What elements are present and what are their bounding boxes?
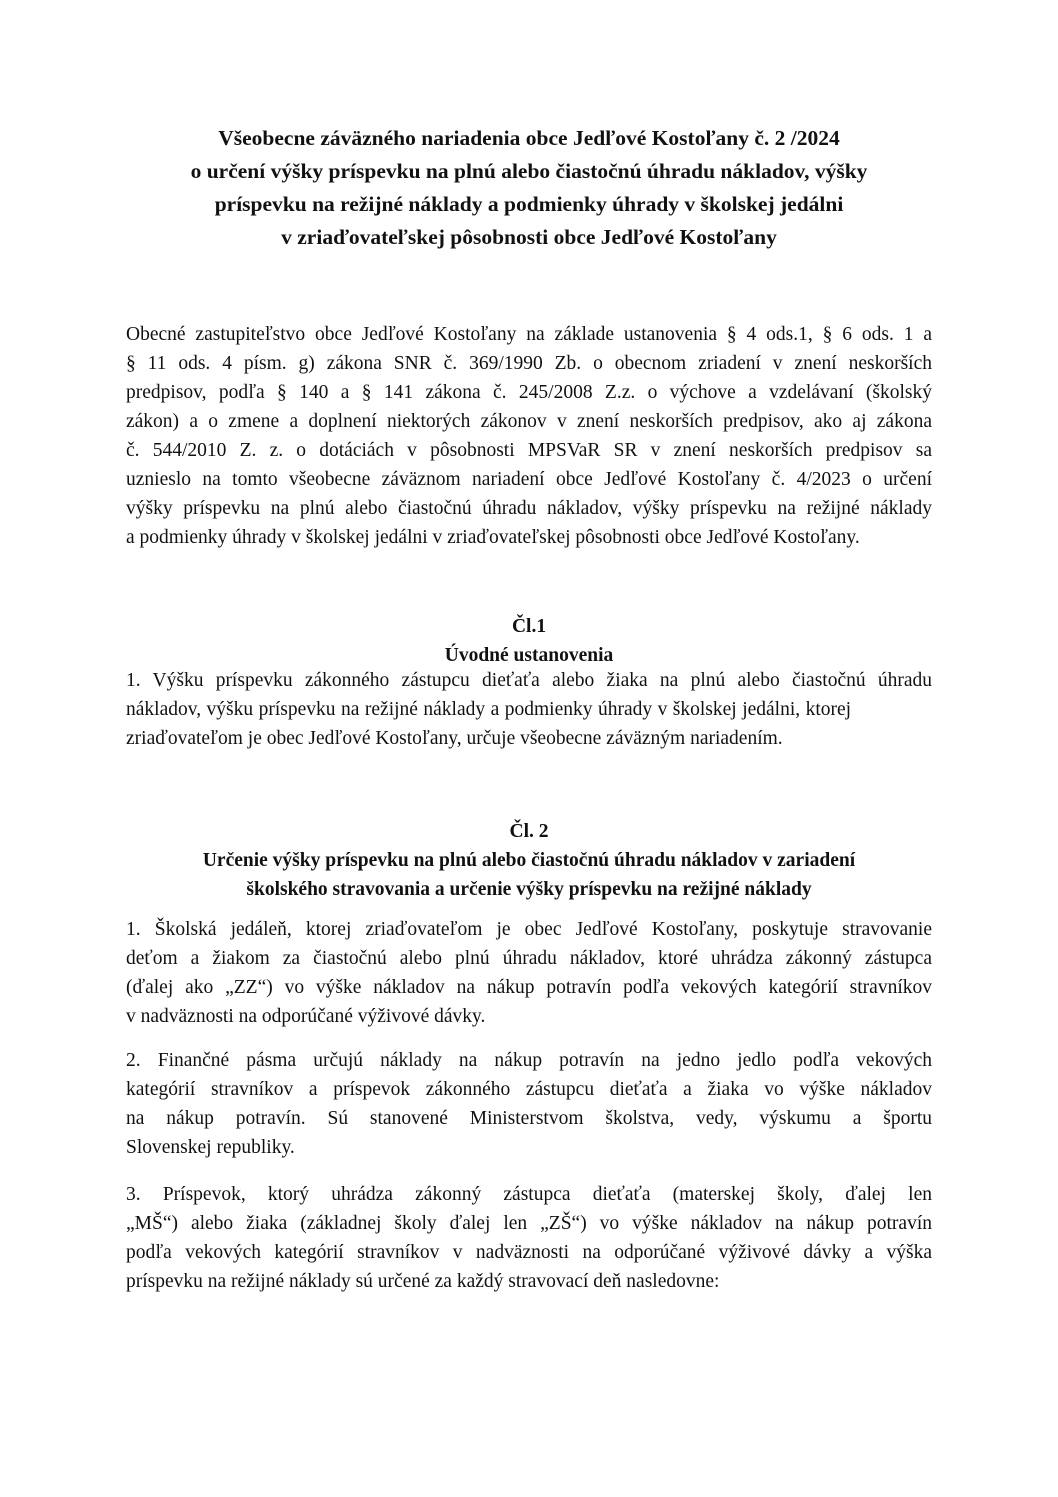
text-line: podľa vekových kategórií stravníkov v nadväznosti na odporúčané výživové dávky a výška: [126, 1242, 932, 1263]
article-1-heading: [110, 612, 948, 670]
text-line: 1. Výšku príspevku zákonného zástupcu dieťaťa alebo žiaka na plnú alebo čiastočnú úhradu: [126, 670, 932, 691]
text-line: zákon) a o zmene a doplnení niektorých zákonov v znení neskorších predpisov, ako aj zákona: [126, 411, 932, 432]
text-line: „MŠ“) alebo žiaka (základnej školy ďalej len „ZŠ“) vo výške nákladov na nákup potravín: [126, 1213, 932, 1234]
article-2-paragraph-2: [126, 1046, 932, 1162]
article-2-heading: [110, 817, 948, 904]
text-line: § 11 ods. 4 písm. g) zákona SNR č. 369/1990 Zb. o obecnom zriadení v znení neskorších: [126, 353, 932, 374]
article-number: Čl.1: [511, 616, 547, 637]
text-line: predpisov, podľa § 140 a § 141 zákona č. 245/2008 Z.z. o výchove a vzdelávaní (školský: [126, 382, 932, 403]
article-2-paragraph-1: [126, 915, 932, 1031]
article-title: Úvodné ustanovenia: [444, 645, 614, 666]
text-line: 3. Príspevok, ktorý uhrádza zákonný zástupca dieťaťa (materskej školy, ďalej len: [126, 1184, 932, 1205]
text-line: č. 544/2010 Z. z. o dotáciách v pôsobnosti MPSVaR SR v znení neskorších predpisov sa: [126, 440, 932, 461]
text-line: na nákup potravín. Sú stanovené Ministerstvom školstva, vedy, výskumu a športu: [126, 1108, 932, 1129]
text-line: deťom a žiakom za čiastočnú alebo plnú úhradu nákladov, ktoré uhrádza zákonný zástupca: [126, 948, 932, 969]
article-2-paragraph-3: [126, 1180, 932, 1296]
text-line: výšky príspevku na plnú alebo čiastočnú úhradu nákladov, výšky príspevku na režijné náklady: [126, 498, 932, 519]
text-line: Slovenskej republiky.: [126, 1137, 295, 1158]
title-line: v zriaďovateľskej pôsobnosti obce Jedľové Kostoľany: [281, 225, 777, 249]
text-line: 2. Finančné pásma určujú náklady na nákup potravín na jedno jedlo podľa vekových: [126, 1050, 932, 1071]
article-1-paragraph-1: [126, 666, 932, 753]
text-line: Obecné zastupiteľstvo obce Jedľové Kostoľany na základe ustanovenia § 4 ods.1, § 6 ods. 1 a: [126, 324, 932, 345]
text-line: príspevku na režijné náklady sú určené za každý stravovací deň nasledovne:: [126, 1271, 720, 1292]
article-title-line: Určenie výšky príspevku na plnú alebo čiastočnú úhradu nákladov v zariadení: [202, 850, 856, 871]
text-line: nákladov, výšku príspevku na režijné náklady a podmienky úhrady v školskej jedálni, ktorej: [126, 699, 852, 720]
text-line: zriaďovateľom je obec Jedľové Kostoľany, určuje všeobecne záväzným nariadením.: [126, 728, 783, 749]
title-line: príspevku na režijné náklady a podmienky úhrady v školskej jedálni: [214, 192, 844, 216]
text-line: v nadväznosti na odporúčané výživové dávky.: [126, 1006, 486, 1027]
text-line: uznieslo na tomto všeobecne záväznom nariadení obce Jedľové Kostoľany č. 4/2023 o určení: [126, 469, 932, 490]
preamble-paragraph: [126, 320, 932, 552]
article-title-line: školského stravovania a určenie výšky príspevku na režijné náklady: [246, 879, 812, 900]
title-line: o určení výšky príspevku na plnú alebo čiastočnú úhradu nákladov, výšky: [190, 159, 868, 183]
text-line: (ďalej ako „ZZ“) vo výške nákladov na nákup potravín podľa vekových kategórií stravníkov: [126, 977, 932, 998]
text-line: 1. Školská jedáleň, ktorej zriaďovateľom je obec Jedľové Kostoľany, poskytuje stravovanie: [126, 919, 932, 940]
text-line: a podmienky úhrady v školskej jedálni v zriaďovateľskej pôsobnosti obce Jedľové Kostoľany.: [126, 527, 860, 548]
text-line: kategórií stravníkov a príspevok zákonného zástupcu dieťaťa a žiaka vo výške nákladov: [126, 1079, 932, 1100]
title-line: Všeobecne záväzného nariadenia obce Jedľové Kostoľany č. 2 /2024: [218, 126, 840, 150]
article-number: Čl. 2: [509, 821, 549, 842]
document-title: [110, 122, 948, 254]
